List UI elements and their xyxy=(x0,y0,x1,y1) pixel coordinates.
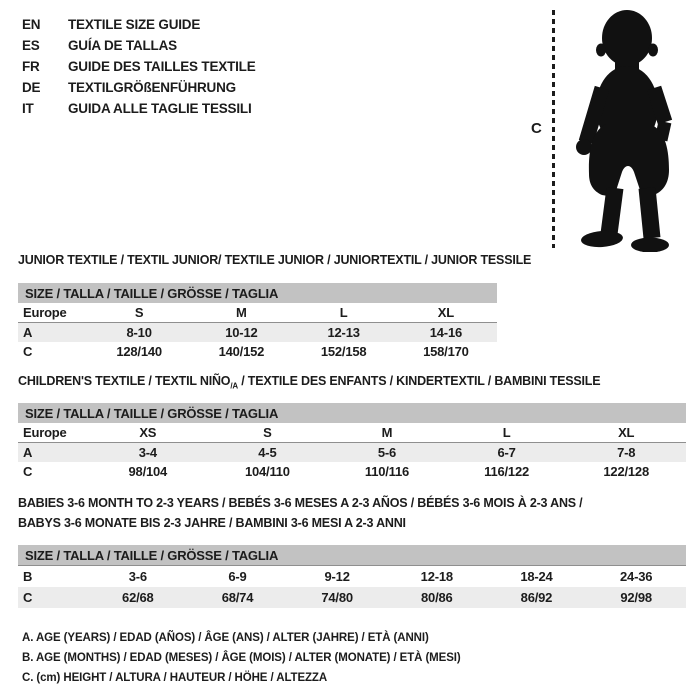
language-row xyxy=(22,56,256,77)
height-cell: 68/74 xyxy=(188,587,288,608)
size-cell: L xyxy=(339,305,348,320)
size-header-cell: SIZE / TALLA / TAILLE / GRÖSSE / TAGLIA xyxy=(18,403,686,423)
language-row xyxy=(22,98,256,119)
height-cell: 116/122 xyxy=(484,464,530,479)
size-cell: XL xyxy=(618,425,635,440)
language-code: IT xyxy=(22,101,34,116)
table-header-row xyxy=(18,403,686,423)
toddler-silhouette-image xyxy=(566,6,698,252)
months-cell: 24-36 xyxy=(586,566,686,588)
language-code: FR xyxy=(22,59,40,74)
language-code: DE xyxy=(22,80,41,95)
age-cell: 3-4 xyxy=(88,443,208,463)
title-part: CHILDREN'S TEXTILE / TEXTIL NIÑO xyxy=(18,374,231,388)
age-cell: 7-8 xyxy=(566,443,686,463)
age-cell: 14-16 xyxy=(395,323,497,343)
babies-section-title-line2: BABYS 3-6 MONATE BIS 2-3 JAHRE / BAMBINI 3-6 MESI A 2-3 ANNI xyxy=(18,516,406,530)
junior-section-title: JUNIOR TEXTILE / TEXTIL JUNIOR/ TEXTILE JUNIOR / JUNIORTEXTIL / JUNIOR TESSILE xyxy=(18,253,532,267)
row-label: C xyxy=(23,344,33,359)
table-row-europe xyxy=(18,423,686,443)
height-cell: 110/116 xyxy=(364,464,410,479)
table-row-height xyxy=(18,587,686,608)
note-age-years: A. AGE (YEARS) / EDAD (AÑOS) / ÂGE (ANS) / ALTER (JAHRE) / ETÀ (ANNI) xyxy=(22,632,429,644)
months-cell: 3-6 xyxy=(88,566,188,588)
age-cell: 4-5 xyxy=(208,443,328,463)
table-row-age xyxy=(18,443,686,463)
note-age-months: B. AGE (MONTHS) / EDAD (MESES) / ÂGE (MOIS) / ALTER (MONATE) / ETÀ (MESI) xyxy=(22,652,461,664)
legend-notes xyxy=(22,628,461,688)
note-height-cm: C. (cm) HEIGHT / ALTURA / HAUTEUR / HÖHE / ALTEZZA xyxy=(22,672,328,684)
babies-size-table xyxy=(18,545,686,608)
months-cell: 9-12 xyxy=(287,566,387,588)
language-title: TEXTILE SIZE GUIDE xyxy=(68,17,201,32)
children-size-table xyxy=(18,403,686,481)
table-row-height xyxy=(18,462,686,481)
size-cell: M xyxy=(236,305,247,320)
title-part: / TEXTILE DES ENFANTS / KINDERTEXTIL / BAMBINI TESSILE xyxy=(237,374,601,388)
height-cell: 128/140 xyxy=(116,344,162,359)
row-label: A xyxy=(18,443,88,463)
size-cell: S xyxy=(263,425,272,440)
language-title: GUIDE DES TAILLES TEXTILE xyxy=(68,59,256,74)
row-label: C xyxy=(18,587,88,608)
language-code: EN xyxy=(22,17,41,32)
language-row xyxy=(22,14,256,35)
months-cell: 6-9 xyxy=(188,566,288,588)
size-cell: L xyxy=(502,425,511,440)
height-measure-label: C xyxy=(531,120,542,137)
size-header-cell: SIZE / TALLA / TAILLE / GRÖSSE / TAGLIA xyxy=(18,545,686,566)
language-row xyxy=(22,35,256,56)
age-cell: 5-6 xyxy=(327,443,447,463)
row-label: A xyxy=(18,323,88,343)
height-cell: 140/152 xyxy=(218,344,265,359)
table-header-row xyxy=(18,283,497,303)
age-cell: 12-13 xyxy=(293,323,395,343)
size-cell: S xyxy=(134,305,144,320)
babies-section-title-line1: BABIES 3-6 MONTH TO 2-3 YEARS / BEBÉS 3-6 MESES A 2-3 AÑOS / BÉBÉS 3-6 MOIS À 2-3 ANS / xyxy=(18,496,583,510)
children-section-title xyxy=(18,374,600,391)
table-header-row xyxy=(18,545,686,566)
height-cell: 62/68 xyxy=(88,587,188,608)
height-cell: 86/92 xyxy=(487,587,587,608)
language-title: TEXTILGRÖßENFÜHRUNG xyxy=(68,80,236,95)
age-cell: 8-10 xyxy=(88,323,190,343)
row-label: C xyxy=(23,464,33,479)
height-cell: 152/158 xyxy=(320,344,367,359)
height-cell: 158/170 xyxy=(423,344,469,359)
row-label: Europe xyxy=(23,305,67,320)
size-cell: XS xyxy=(139,425,157,440)
table-row-months xyxy=(18,566,686,588)
height-cell: 98/104 xyxy=(128,464,168,479)
months-cell: 18-24 xyxy=(487,566,587,588)
height-cell: 104/110 xyxy=(244,464,290,479)
height-cell: 80/86 xyxy=(387,587,487,608)
age-cell: 6-7 xyxy=(447,443,567,463)
language-title: GUIDA ALLE TAGLIE TESSILI xyxy=(68,101,252,116)
language-code: ES xyxy=(22,38,40,53)
height-cell: 74/80 xyxy=(287,587,387,608)
size-cell: XL xyxy=(437,305,454,320)
row-label: B xyxy=(18,566,88,588)
table-row-height xyxy=(18,342,497,361)
height-measure-dotted-line xyxy=(552,10,555,248)
height-cell: 92/98 xyxy=(586,587,686,608)
size-cell: M xyxy=(381,425,393,440)
row-label: Europe xyxy=(23,425,67,440)
height-cell: 122/128 xyxy=(603,464,649,479)
language-list xyxy=(22,14,256,119)
age-cell: 10-12 xyxy=(190,323,292,343)
months-cell: 12-18 xyxy=(387,566,487,588)
title-part-sub: /A xyxy=(230,381,238,391)
junior-size-table xyxy=(18,283,497,361)
language-row xyxy=(22,77,256,98)
table-row-age xyxy=(18,323,497,343)
language-title: GUÍA DE TALLAS xyxy=(68,38,177,53)
table-row-europe xyxy=(18,303,497,323)
size-header-cell: SIZE / TALLA / TAILLE / GRÖSSE / TAGLIA xyxy=(18,283,497,303)
